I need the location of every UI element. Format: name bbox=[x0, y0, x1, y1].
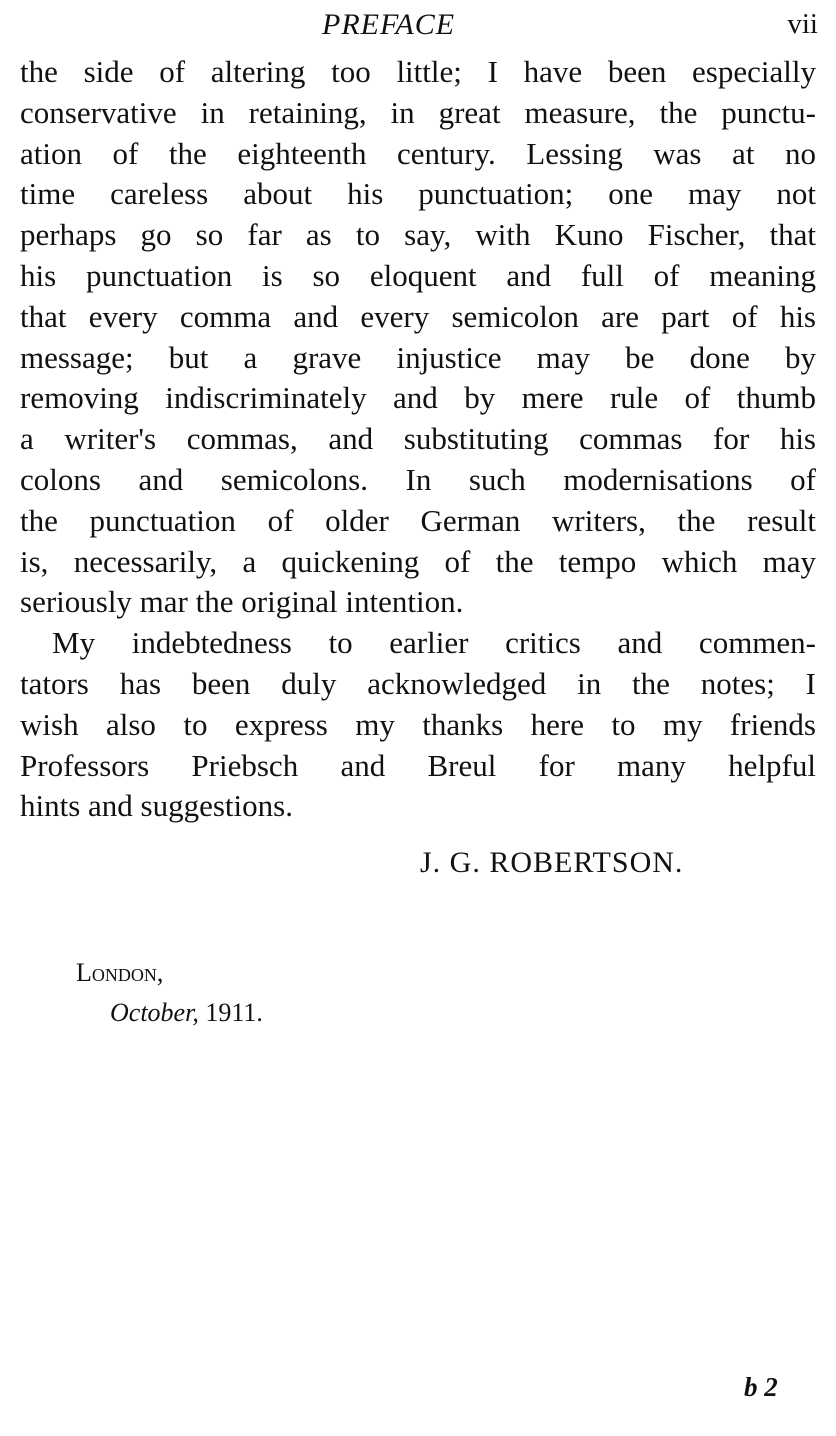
text-line: perhaps go so far as to say, with Kuno Fischer, that bbox=[20, 217, 816, 253]
text-line: Professors Priebsch and Breul for many helpful bbox=[20, 747, 816, 783]
text-line: colons and semicolons. In such modernisations of bbox=[20, 461, 816, 497]
text-line: a writer's commas, and substituting commas for his bbox=[20, 421, 816, 457]
text-line: My indebtedness to earlier critics and commen- bbox=[52, 625, 816, 661]
author-signature: J. G. ROBERTSON. bbox=[420, 846, 684, 879]
date-month: October, bbox=[110, 998, 199, 1027]
text-line: the punctuation of older German writers, the result bbox=[20, 502, 816, 538]
page-number: vii bbox=[787, 8, 818, 40]
date-line bbox=[110, 998, 263, 1028]
text-line: time careless about his punctuation; one may not bbox=[20, 176, 816, 212]
text-line: that every comma and every semicolon are part of his bbox=[20, 298, 816, 334]
running-head bbox=[0, 8, 836, 48]
printer-signature-mark: b 2 bbox=[744, 1372, 778, 1402]
text-line: hints and suggestions. bbox=[20, 788, 293, 824]
text-line: message; but a grave injustice may be done by bbox=[20, 339, 816, 375]
text-line: the side of altering too little; I have been especially bbox=[20, 54, 816, 89]
text-line: seriously mar the original intention. bbox=[20, 584, 464, 620]
date-year: 1911. bbox=[198, 998, 263, 1027]
text-line: is, necessarily, a quickening of the tempo which may bbox=[20, 543, 816, 579]
text-line: tators has been duly acknowledged in the notes; I bbox=[20, 665, 816, 701]
text-line: his punctuation is so eloquent and full of meaning bbox=[20, 257, 816, 293]
place-line: London, bbox=[76, 958, 164, 987]
running-head-title: PREFACE bbox=[322, 8, 456, 41]
text-line: removing indiscriminately and by mere rule of thumb bbox=[20, 380, 816, 416]
text-line: wish also to express my thanks here to my friends bbox=[20, 706, 816, 742]
body-text bbox=[20, 52, 816, 827]
text-line: conservative in retaining, in great measure, the punctu- bbox=[20, 94, 816, 130]
text-line: ation of the eighteenth century. Lessing was at no bbox=[20, 135, 816, 171]
